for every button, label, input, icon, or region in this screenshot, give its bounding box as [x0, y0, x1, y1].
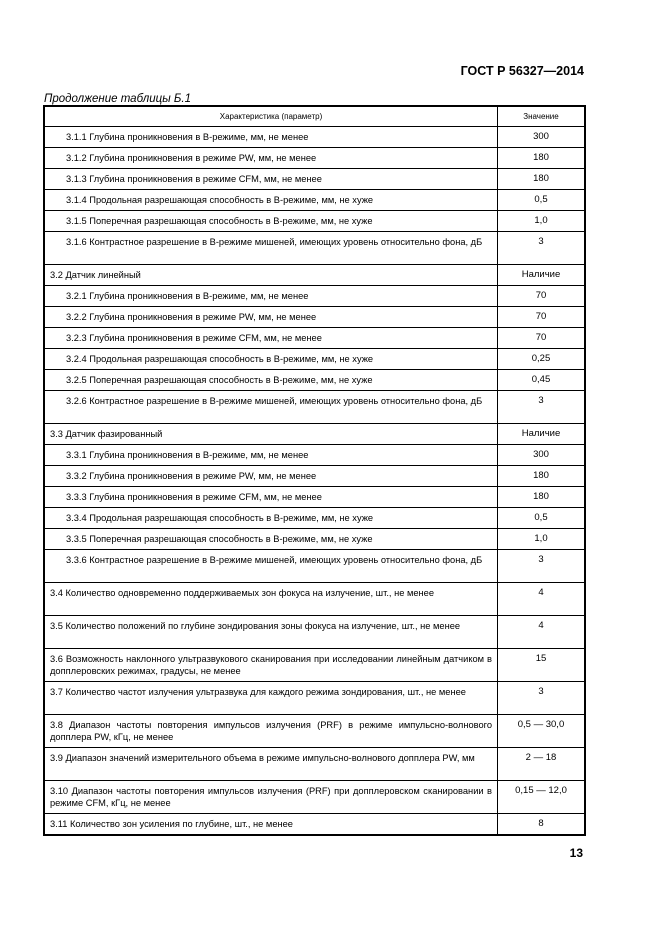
parameter-cell: 3.4 Количество одновременно поддерживаемых зон фокуса на излучение, шт., не менее	[44, 583, 498, 616]
value-cell: 70	[498, 328, 586, 349]
table-row	[44, 370, 585, 391]
table-row	[44, 232, 585, 265]
parameter-cell: 3.3 Датчик фазированный	[44, 424, 498, 445]
parameter-cell: 3.3.6 Контрастное разрешение в В-режиме мишеней, имеющих уровень относительно фона, дБ	[44, 550, 498, 583]
characteristics-table	[43, 105, 586, 836]
value-cell: 180	[498, 148, 586, 169]
parameter-cell: 3.5 Количество положений по глубине зондирования зоны фокуса на излучение, шт., не менее	[44, 616, 498, 649]
parameter-cell: 3.1.3 Глубина проникновения в режиме CFM, мм, не менее	[44, 169, 498, 190]
value-cell: 1,0	[498, 529, 586, 550]
table-row	[44, 814, 585, 836]
value-cell: 300	[498, 445, 586, 466]
value-cell: 2 — 18	[498, 748, 586, 781]
value-cell: 70	[498, 286, 586, 307]
table-row	[44, 487, 585, 508]
table-row	[44, 328, 585, 349]
page-number: 13	[569, 846, 583, 860]
table-row	[44, 682, 585, 715]
parameter-cell: 3.7 Количество частот излучения ультразвука для каждого режима зондирования, шт., не менее	[44, 682, 498, 715]
value-cell: 0,5	[498, 508, 586, 529]
value-cell: 0,5	[498, 190, 586, 211]
table-row	[44, 169, 585, 190]
parameter-cell: 3.3.1 Глубина проникновения в В-режиме, мм, не менее	[44, 445, 498, 466]
table-body	[44, 127, 585, 836]
parameter-cell: 3.1.4 Продольная разрешающая способность в В-режиме, мм, не хуже	[44, 190, 498, 211]
value-cell: 15	[498, 649, 586, 682]
table-row	[44, 715, 585, 748]
parameter-cell: 3.1.5 Поперечная разрешающая способность в В-режиме, мм, не хуже	[44, 211, 498, 232]
table-row	[44, 508, 585, 529]
table-row	[44, 211, 585, 232]
parameter-cell: 3.8 Диапазон частоты повторения импульсов излучения (PRF) в режиме импульсно-волнового допплера PW, кГц, не менее	[44, 715, 498, 748]
value-cell: 70	[498, 307, 586, 328]
parameter-cell: 3.2.1 Глубина проникновения в В-режиме, мм, не менее	[44, 286, 498, 307]
parameter-cell: 3.2.3 Глубина проникновения в режиме CFM, мм, не менее	[44, 328, 498, 349]
parameter-cell: 3.3.5 Поперечная разрешающая способность в В-режиме, мм, не хуже	[44, 529, 498, 550]
value-cell: 180	[498, 487, 586, 508]
table-row	[44, 190, 585, 211]
table-row	[44, 349, 585, 370]
parameter-cell: 3.2.5 Поперечная разрешающая способность в В-режиме, мм, не хуже	[44, 370, 498, 391]
table-row	[44, 583, 585, 616]
value-cell: 3	[498, 550, 586, 583]
table-row	[44, 550, 585, 583]
value-cell: 3	[498, 232, 586, 265]
column-header-value: Значение	[498, 106, 586, 127]
table-row	[44, 127, 585, 148]
parameter-cell: 3.2.2 Глубина проникновения в режиме PW, мм, не менее	[44, 307, 498, 328]
value-cell: 180	[498, 466, 586, 487]
parameter-cell: 3.3.3 Глубина проникновения в режиме CFM, мм, не менее	[44, 487, 498, 508]
value-cell: Наличие	[498, 265, 586, 286]
parameter-cell: 3.2.6 Контрастное разрешение в В-режиме мишеней, имеющих уровень относительно фона, дБ	[44, 391, 498, 424]
value-cell: 0,5 — 30,0	[498, 715, 586, 748]
value-cell: 3	[498, 391, 586, 424]
table-row	[44, 307, 585, 328]
table-row	[44, 781, 585, 814]
parameter-cell: 3.1.1 Глубина проникновения в В-режиме, мм, не менее	[44, 127, 498, 148]
parameter-cell: 3.1.2 Глубина проникновения в режиме PW, мм, не менее	[44, 148, 498, 169]
table-row	[44, 649, 585, 682]
value-cell: 300	[498, 127, 586, 148]
value-cell: 4	[498, 583, 586, 616]
column-header-parameter: Характеристика (параметр)	[44, 106, 498, 127]
table-row	[44, 391, 585, 424]
parameter-cell: 3.3.2 Глубина проникновения в режиме PW, мм, не менее	[44, 466, 498, 487]
value-cell: 1,0	[498, 211, 586, 232]
value-cell: 3	[498, 682, 586, 715]
parameter-cell: 3.10 Диапазон частоты повторения импульсов излучения (PRF) при допплеровском сканировании в режиме CFM, кГц, не менее	[44, 781, 498, 814]
value-cell: 180	[498, 169, 586, 190]
table-row	[44, 424, 585, 445]
value-cell: 8	[498, 814, 586, 836]
table-caption: Продолжение таблицы Б.1	[44, 93, 191, 105]
parameter-cell: 3.11 Количество зон усиления по глубине, шт., не менее	[44, 814, 498, 836]
parameter-cell: 3.6 Возможность наклонного ультразвукового сканирования при исследовании линейным датчиком в допплеровских режимах, градусы, не менее	[44, 649, 498, 682]
value-cell: 0,15 — 12,0	[498, 781, 586, 814]
value-cell: 0,25	[498, 349, 586, 370]
table-row	[44, 616, 585, 649]
parameter-cell: 3.3.4 Продольная разрешающая способность в В-режиме, мм, не хуже	[44, 508, 498, 529]
table-row	[44, 748, 585, 781]
table-row	[44, 529, 585, 550]
table-row	[44, 148, 585, 169]
value-cell: Наличие	[498, 424, 586, 445]
value-cell: 4	[498, 616, 586, 649]
table-row	[44, 445, 585, 466]
standard-number: ГОСТ Р 56327—2014	[460, 64, 584, 78]
table-header-row	[44, 106, 585, 127]
parameter-cell: 3.1.6 Контрастное разрешение в В-режиме мишеней, имеющих уровень относительно фона, дБ	[44, 232, 498, 265]
table-row	[44, 286, 585, 307]
table-row	[44, 466, 585, 487]
parameter-cell: 3.2 Датчик линейный	[44, 265, 498, 286]
table-row	[44, 265, 585, 286]
parameter-cell: 3.9 Диапазон значений измерительного объема в режиме импульсно-волнового допплера PW, мм	[44, 748, 498, 781]
parameter-cell: 3.2.4 Продольная разрешающая способность в В-режиме, мм, не хуже	[44, 349, 498, 370]
value-cell: 0,45	[498, 370, 586, 391]
